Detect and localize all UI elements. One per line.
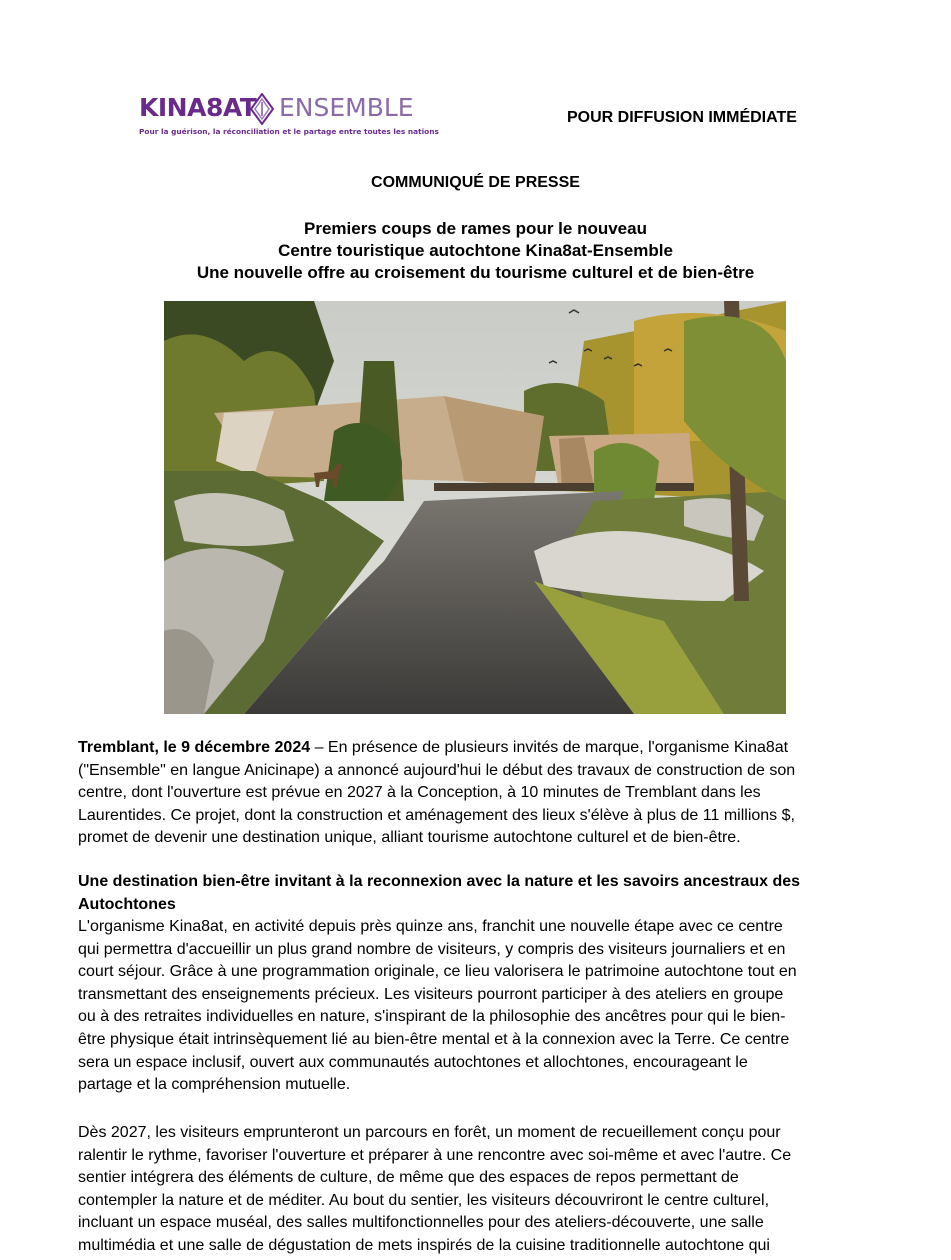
paragraph-line: L'organisme Kina8at, en activité depuis près quinze ans, franchit une nouvelle étape avec ce centre	[78, 918, 783, 935]
headline	[0, 218, 951, 284]
headline-line: Premiers coups de rames pour le nouveau	[304, 219, 647, 238]
paragraph-line: qui permettra d'accueillir un plus grand nombre de visiteurs, y compris des visiteurs journaliers et en	[78, 940, 786, 958]
paragraph-line: incluant un espace muséal, des salles multifonctionnelles pour des ateliers-découverte, une salle	[78, 1214, 764, 1232]
headline-line: Une nouvelle offre au croisement du tourisme culturel et de bien-être	[196, 263, 755, 282]
dateline: Tremblant, le 9 décembre 2024	[78, 739, 311, 756]
hero-illustration	[164, 301, 786, 714]
destination-paragraph	[78, 916, 878, 1097]
paragraph-line: contempler la nature et de méditer. Au bout du sentier, les visiteurs découvriront le centre culturel,	[78, 1191, 770, 1209]
paragraph-line	[78, 737, 878, 760]
paragraph-line: promet de devenir une destination unique, alliant tourisme autochtone culturel et de bien-être.	[78, 829, 741, 847]
paragraph-line: ("Ensemble" en langue Anicinape) a annoncé aujourd'hui le début des travaux de construction de son	[78, 761, 796, 779]
release-tag: POUR DIFFUSION IMMÉDIATE	[567, 109, 797, 126]
paragraph-line: sera un espace inclusif, ouvert aux communautés autochtones et allochtones, encourageant le	[78, 1053, 748, 1071]
press-release-label: COMMUNIQUÉ DE PRESSE	[371, 174, 580, 191]
intro-paragraph	[78, 737, 878, 850]
logo-tagline: Pour la guérison, la réconciliation et le partage entre toutes les nations	[139, 127, 439, 136]
paragraph-line: partage et la compréhension mutuelle.	[78, 1076, 351, 1094]
paragraph-line: être physique était intrinsèquement lié au bien-être mental et à la connexion avec la Terre. Ce centre	[78, 1030, 790, 1048]
subheading-line: Autochtones	[78, 895, 176, 913]
logo-word-right: ENSEMBLE	[279, 93, 414, 122]
section-subheading	[78, 871, 878, 916]
forest-path-rendering-image	[164, 301, 786, 714]
paragraph-line: Laurentides. Ce projet, dont la construction et aménagement des lieux s'élève à plus de 11 millions $,	[78, 806, 795, 824]
paragraph-line: sentier intégrera des éléments de culture, de même que des espaces de repos permettant de	[78, 1169, 739, 1187]
paragraph-line: Dès 2027, les visiteurs emprunteront un parcours en forêt, un moment de recueillement conçu pour	[78, 1124, 781, 1141]
paragraph-line: ralentir le rythme, favoriser l'ouverture et préparer à une rencontre avec soi-même et avec l'autre. Ce	[78, 1146, 792, 1164]
paragraph-line-text: – En présence de plusieurs invités de marque, l'organisme Kina8at	[310, 739, 789, 756]
paragraph-line: transmettant des enseignements précieux. Les visiteurs pourront participer à des ateliers en groupe	[78, 985, 784, 1003]
paragraph-line: multimédia et une salle de dégustation de mets inspirés de la cuisine traditionnelle autochtone qui	[78, 1236, 770, 1254]
logo-word-left: KINA8AT	[139, 93, 257, 122]
paragraph-line: centre, dont l'ouverture est prévue en 2027 à la Conception, à 10 minutes de Tremblant dans les	[78, 784, 761, 802]
paragraph-line: court séjour. Grâce à une programmation originale, ce lieu valorisera le patrimoine autochtone tout en	[78, 963, 797, 981]
paragraph-line: ou à des retraites individuelles en nature, s'inspirant de la philosophie des ancêtres pour qui le bien-	[78, 1008, 786, 1026]
trail-paragraph	[78, 1122, 878, 1258]
diamond-feather-icon	[249, 93, 275, 125]
subheading-line: Une destination bien-être invitant à la reconnexion avec la nature et les savoirs ancestraux des	[78, 873, 801, 890]
headline-line: Centre touristique autochtone Kina8at-Ensemble	[278, 241, 673, 260]
kina8at-logo	[139, 93, 439, 145]
